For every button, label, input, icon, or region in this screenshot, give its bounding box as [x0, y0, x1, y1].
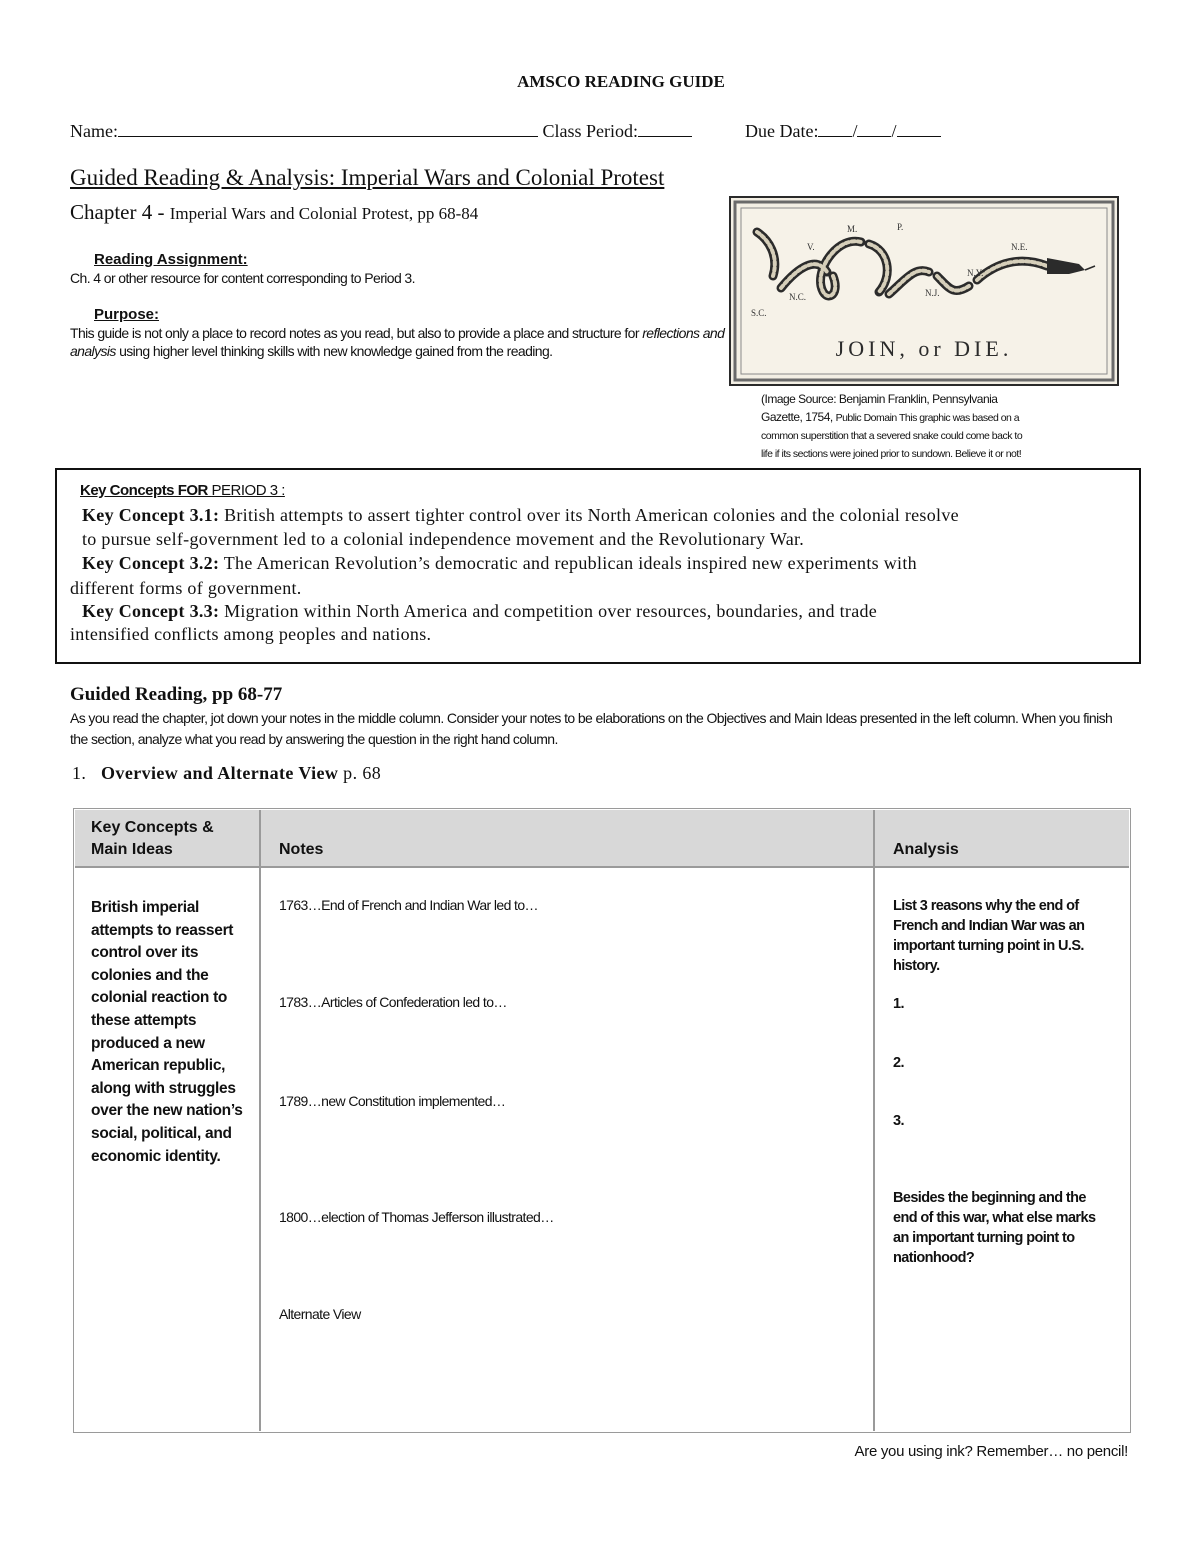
due-date-month-field[interactable] [818, 118, 852, 137]
snake-label: N.E. [1011, 242, 1028, 252]
due-date-year-field[interactable] [897, 118, 941, 137]
student-info-row [70, 118, 941, 142]
snake-label: P. [897, 222, 904, 232]
note-prompt[interactable]: 1763…End of French and Indian War led to… [279, 897, 538, 913]
key-concept-3-1-continued: to pursue self-government led to a colonial independence movement and the Revolutionary War. [82, 529, 805, 549]
chapter-subtitle: Imperial Wars and Colonial Protest, pp 68-84 [169, 204, 479, 223]
due-date-label: Due Date: [745, 121, 819, 141]
analysis-answer-3[interactable]: 3. [893, 1113, 904, 1129]
analysis-answer-2[interactable]: 2. [893, 1055, 904, 1071]
column-divider [259, 810, 261, 1431]
header-divider [75, 866, 1129, 868]
section-heading: 1. Overview and Alternate View p. 68 [72, 763, 382, 783]
purpose-text-part1: This guide is not only a place to record notes as you read, but also to provide a place and structure for [70, 325, 639, 341]
guided-reading-heading: Guided Reading, pp 68-77 [70, 684, 283, 705]
key-concept-3-3-continued: intensified conflicts among peoples and nations. [70, 624, 432, 644]
column-divider [873, 810, 875, 1431]
snake-label: N.Y. [967, 268, 984, 278]
key-concept-3-2: Key Concept 3.2: The American Revolution’s democratic and republican ideals inspired new experiments with [82, 553, 917, 573]
join-or-die-caption: JOIN, or DIE. [835, 336, 1013, 361]
snake-label: M. [847, 224, 858, 234]
snake-label: N.J. [925, 288, 940, 298]
snake-label: S.C. [751, 308, 767, 318]
col-notes-header: Notes [279, 841, 324, 858]
date-separator: / [891, 121, 897, 141]
class-period-label: Class Period: [542, 121, 638, 141]
note-prompt[interactable]: 1800…election of Thomas Jefferson illustrated… [279, 1209, 554, 1225]
key-concept-3-2-continued: different forms of government. [70, 578, 302, 598]
table-header-row [75, 810, 1129, 867]
purpose-text [70, 324, 730, 360]
purpose-text-part2: using higher level thinking skills with new knowledge gained from the reading. [115, 343, 553, 359]
analysis-answer-1[interactable]: 1. [893, 996, 904, 1012]
class-period-field[interactable] [638, 118, 692, 137]
key-concept-3-1: Key Concept 3.1: British attempts to assert tighter control over its North American colonies and the colonial resolve [82, 505, 959, 525]
document-title: AMSCO READING GUIDE [517, 72, 725, 91]
col-analysis-header: Analysis [893, 841, 959, 858]
col-key-concepts-header: Key Concepts & Main Ideas [91, 819, 214, 858]
note-prompt[interactable]: 1789…new Constitution implemented… [279, 1093, 506, 1109]
due-date-day-field[interactable] [857, 118, 891, 137]
purpose-label: Purpose: [94, 306, 160, 323]
chapter-prefix: Chapter 4 - [70, 200, 170, 224]
main-idea-text: British imperial attempts to reassert control over its colonies and the colonial reaction to these attempts produced a new American republic, along with struggles over the new nation’s social, political, and economic identity. [91, 899, 243, 1165]
key-concept-3-3: Key Concept 3.3: Migration within North America and competition over resources, boundaries, and trade [82, 601, 878, 621]
guide-heading: Guided Reading & Analysis: Imperial Wars and Colonial Protest [70, 165, 665, 190]
reading-assignment-text: Ch. 4 or other resource for content corresponding to Period 3. [70, 270, 415, 286]
purpose-text-italic: reflections and analysis [70, 325, 725, 359]
analysis-question-2: Besides the beginning and the end of this war, what else marks an important turning point to nationhood? [893, 1190, 1096, 1266]
analysis-question-1: List 3 reasons why the end of French and Indian War was an important turning point in U.S. history. [893, 898, 1085, 974]
image-source-caption [761, 390, 1101, 463]
chapter-line [70, 200, 478, 225]
footer-reminder: Are you using ink? Remember… no pencil! [854, 1443, 1128, 1460]
snake-label: N.C. [789, 292, 807, 302]
join-or-die-image [729, 196, 1119, 386]
reading-assignment-label: Reading Assignment: [94, 251, 248, 268]
guided-reading-instructions: As you read the chapter, jot down your notes in the middle column. Consider your notes to be elaborations on the Objectives and Main Ideas presented in the left column. When you finish the section, analyze what you read by answering the question in the right hand column. [70, 710, 1113, 747]
date-separator: / [852, 121, 858, 141]
note-prompt[interactable]: 1783…Articles of Confederation led to… [279, 994, 507, 1010]
image-source-line: life if its sections were joined prior to sundown. Believe it or not! [761, 448, 1022, 460]
note-prompt[interactable]: Alternate View [279, 1306, 361, 1322]
image-source-line: common superstition that a severed snake could come back to [761, 430, 1023, 442]
key-concepts-title: Key Concepts FOR PERIOD 3 : [80, 482, 285, 499]
image-source-line: Gazette, 1754, Public Domain This graphic was based on a [761, 410, 1020, 424]
name-field[interactable] [118, 118, 538, 137]
image-source-line: (Image Source: Benjamin Franklin, Pennsylvania [761, 392, 998, 406]
snake-label: V. [807, 242, 815, 252]
name-label: Name: [70, 121, 118, 141]
